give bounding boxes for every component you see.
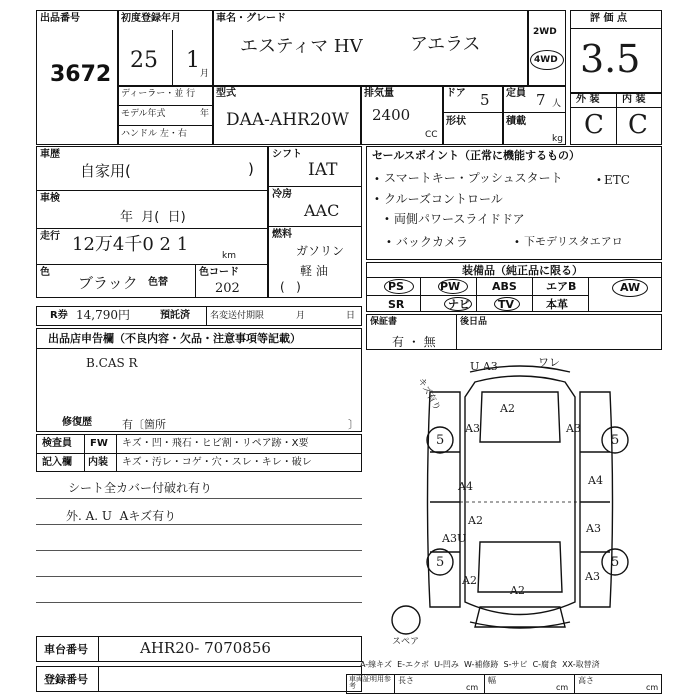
- equip-aw: AW: [620, 281, 641, 294]
- capacity-label: 定員: [506, 88, 526, 99]
- name-grade-label: 車名・グレード: [216, 13, 286, 24]
- fw-label: FW: [90, 438, 108, 449]
- score: 3.5: [580, 37, 641, 81]
- first-reg-month-unit: 月: [200, 69, 210, 79]
- sales-point-3: クルーズコントロール: [384, 192, 503, 206]
- model-code: DAA-AHR20W: [226, 110, 349, 130]
- model-code-label: 型式: [216, 88, 236, 99]
- height-label: 高さ: [578, 676, 594, 685]
- interior-grade: C: [628, 110, 648, 140]
- sales-point-6: 下モデリスタエアロ: [524, 235, 623, 248]
- repair-close: 〕: [348, 418, 359, 431]
- inspection-label: 車検: [40, 193, 60, 204]
- recycle-amount: 14,790円: [76, 308, 130, 322]
- drive-2wd: 2WD: [533, 27, 557, 37]
- mark-10: A3U: [442, 532, 467, 545]
- int-line: キズ・汚レ・コゲ・穴・スレ・キレ・破レ: [122, 457, 312, 468]
- equip-ps: PS: [388, 280, 404, 293]
- sales-point-4: 両側パワースライドドア: [394, 212, 525, 226]
- chassis-label: 車台番号: [44, 643, 88, 656]
- shift-label: シフト: [272, 149, 302, 160]
- score-label: 評 価 点: [590, 13, 627, 24]
- mark-12: A2: [462, 574, 477, 587]
- fw-line: キズ・凹・飛石・ヒビ割・リペア跡・X要: [122, 438, 309, 449]
- length-label: 長さ: [398, 676, 414, 685]
- mileage-label: 走行: [40, 231, 60, 242]
- mark-9: A3: [586, 522, 601, 535]
- mark-tire-1: 5: [436, 433, 445, 448]
- ac-label: 冷房: [272, 189, 292, 200]
- history-value: 自家用(: [80, 162, 131, 180]
- sales-points-title: セールスポイント（正常に機能するもの）: [372, 149, 581, 162]
- drive-4wd: 4WD: [534, 55, 558, 65]
- remarks-text: B.CAS R: [86, 356, 138, 370]
- shape-label: 形状: [446, 116, 466, 127]
- mark-5: A3: [566, 422, 581, 435]
- history-label: 車歴: [40, 149, 60, 160]
- mark-tire-3: 5: [436, 555, 445, 570]
- model-year-label: モデル年式: [121, 109, 166, 119]
- mark-tire-2: 5: [611, 433, 620, 448]
- grade: アエラス: [410, 34, 481, 55]
- capacity-unit: 人: [552, 99, 562, 109]
- registration-label: 登録番号: [44, 673, 88, 686]
- spare-label: スペア: [392, 637, 420, 647]
- mark-11: A2: [510, 584, 525, 597]
- repair-label: 修復歴: [62, 417, 92, 428]
- length-unit: cm: [466, 683, 479, 692]
- height-unit: cm: [646, 683, 659, 692]
- lot-number: 3672: [50, 62, 112, 87]
- color-code: 202: [215, 281, 240, 296]
- width-unit: cm: [556, 683, 569, 692]
- equip-sr: SR: [388, 298, 405, 311]
- first-reg-month: 1: [186, 48, 200, 73]
- mark-note: キズ有り: [415, 376, 442, 413]
- dealer-label: ディーラー・並 行: [121, 89, 196, 99]
- recycle-month: 月: [296, 311, 306, 321]
- cc-unit: CC: [425, 130, 438, 140]
- warranty-label: 保証書: [370, 317, 398, 327]
- equip-pw: PW: [440, 280, 461, 293]
- lot-label: 出品番号: [40, 13, 80, 24]
- history-close: ): [248, 160, 254, 178]
- color-value: ブラック: [78, 274, 138, 292]
- interior-label: 内 装: [622, 94, 646, 105]
- first-reg-year: 25: [130, 48, 158, 73]
- exterior-label: 外 装: [576, 94, 600, 105]
- equip-tv: TV: [498, 298, 515, 311]
- exterior-grade: C: [584, 110, 604, 140]
- shift-value: IAT: [308, 160, 338, 180]
- postfit-label: 後日品: [460, 317, 488, 327]
- repair-value: 有〔箇所: [122, 418, 166, 431]
- km-unit: km: [222, 251, 236, 261]
- fuel-value-1: ガソリン: [296, 244, 345, 258]
- fuel-paren: ( ): [280, 280, 301, 294]
- int-label: 内装: [88, 457, 108, 468]
- chassis-number: AHR20- 7070856: [140, 639, 271, 657]
- equip-navi: ナビ: [448, 298, 470, 311]
- color-code-label: 色コード: [199, 267, 239, 278]
- mark-4: A3: [465, 422, 480, 435]
- sales-point-1: スマートキー・プッシュスタート: [384, 171, 563, 185]
- car-name: エスティマ HV: [240, 36, 363, 57]
- equip-abs: ABS: [492, 280, 517, 293]
- color-change-label: 色替: [148, 277, 168, 288]
- inspector-note-1: シート全カバー付破れ有り: [68, 481, 213, 495]
- mark-3: A2: [500, 402, 515, 415]
- equip-airbag: エアB: [546, 280, 577, 293]
- fuel-value-2: 軽 油: [300, 264, 328, 278]
- mark-2: ワレ: [538, 356, 560, 369]
- dims-label: 車両証明用参考: [349, 675, 391, 690]
- entry-label: 記入欄: [42, 457, 72, 468]
- fuel-label: 燃料: [272, 229, 292, 240]
- damage-legend: A-線キズ E-エクボ U-凹み W-補修跡 S-サビ C-腐食 XX-取替済: [360, 660, 600, 669]
- sales-point-5: バックカメラ: [396, 235, 469, 249]
- sales-point-2: ETC: [604, 173, 630, 187]
- mark-8: A2: [468, 514, 483, 527]
- equip-leather: 本革: [546, 298, 568, 311]
- mark-7: A4: [588, 474, 603, 487]
- model-year-unit: 年: [200, 109, 210, 119]
- width-label: 幅: [488, 676, 496, 685]
- name-change-label: 名変送付期限: [210, 311, 265, 321]
- first-reg-label: 初度登録年月: [121, 13, 181, 24]
- capacity: 7: [536, 91, 546, 109]
- displacement: 2400: [372, 106, 411, 124]
- mark-tire-4: 5: [611, 555, 620, 570]
- mark-1: U A3: [470, 360, 498, 373]
- doors-label: ドア: [446, 88, 466, 99]
- color-label: 色: [40, 267, 50, 278]
- recycle-label: R券: [50, 310, 68, 321]
- inspector-note-2: 外. A. U Aキズ有り: [66, 509, 177, 523]
- recycle-day: 日: [346, 311, 356, 321]
- remarks-title: 出品店申告欄（不良内容・欠品・注意事項等記載）: [48, 332, 301, 345]
- car-diagram: [370, 352, 665, 652]
- inspector-label: 検査員: [42, 438, 72, 449]
- handle-label: ハンドル 左・右: [121, 129, 187, 139]
- displacement-label: 排気量: [364, 88, 394, 99]
- kg-unit: kg: [552, 134, 563, 144]
- doors: 5: [480, 91, 490, 109]
- ac-value: AAC: [304, 201, 340, 220]
- equipment-title: 装備品（純正品に限る）: [462, 264, 583, 277]
- load-label: 積載: [506, 116, 526, 127]
- mark-13: A3: [585, 570, 600, 583]
- mileage-value: 12万4千0 2 1: [72, 234, 189, 255]
- recycle-deposit: 預託済: [160, 310, 190, 321]
- inspection-value: 年 月( 日): [120, 210, 186, 225]
- warranty-value: 有 ・ 無: [392, 335, 436, 349]
- mark-6: A4: [458, 480, 473, 493]
